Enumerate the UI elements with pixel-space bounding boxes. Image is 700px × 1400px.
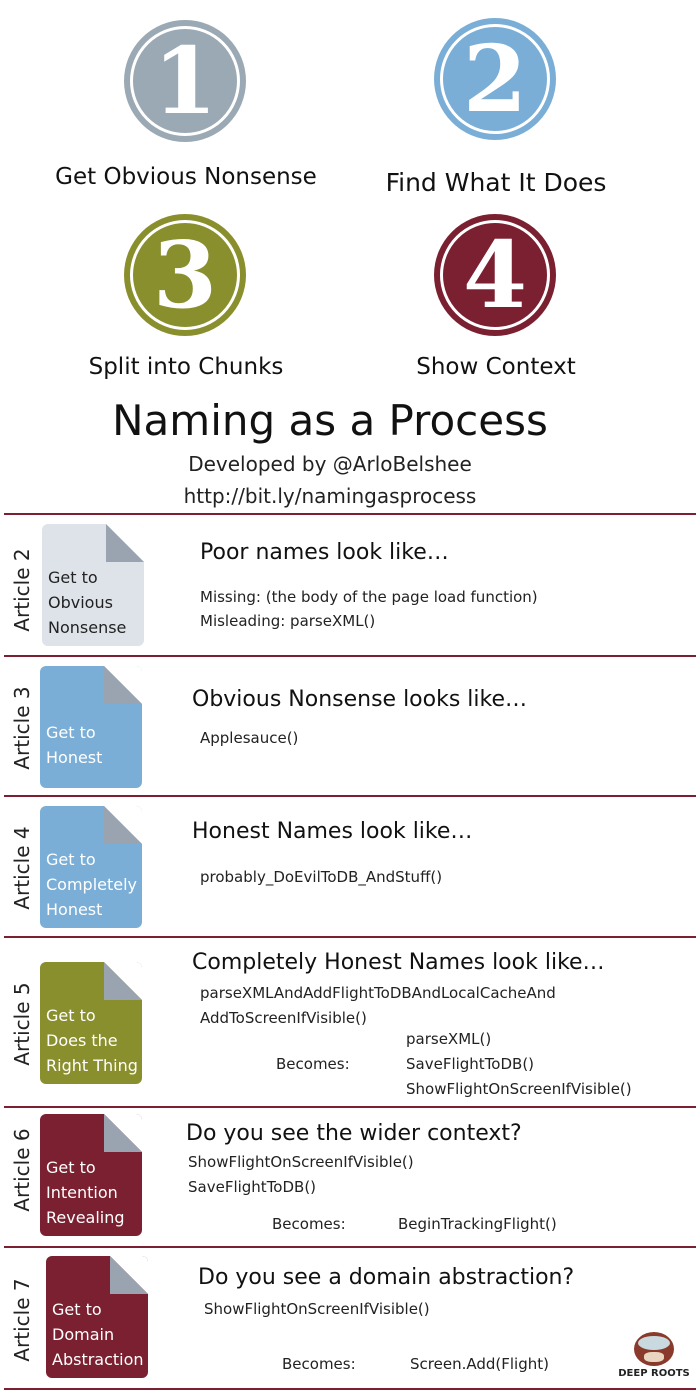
step-2-badge (434, 18, 556, 140)
article-2-line: Misleading: parseXML() (200, 612, 376, 630)
page-fold (104, 962, 142, 1000)
article-7-doc-text: Get to Domain Abstraction (52, 1300, 144, 1369)
article-2-doc-text: Get to Obvious Nonsense (48, 568, 127, 637)
article-4-heading: Honest Names look like… (192, 819, 473, 844)
article-5-result: SaveFlightToDB() (406, 1055, 535, 1073)
article-6-line: SaveFlightToDB() (188, 1178, 317, 1196)
page-fold (104, 1114, 142, 1152)
article-5-label: Article 5 (10, 982, 34, 1066)
divider (4, 655, 696, 657)
article-5-document-icon (40, 962, 142, 1084)
article-4-line: probably_DoEvilToDB_AndStuff() (200, 868, 443, 886)
divider (4, 513, 696, 515)
article-6-becomes: Becomes: (272, 1215, 346, 1233)
divider (4, 1106, 696, 1108)
article-7-becomes: Becomes: (282, 1355, 356, 1373)
article-6-label: Article 6 (10, 1128, 34, 1212)
article-7-label: Article 7 (10, 1278, 34, 1362)
article-5-line: AddToScreenIfVisible() (200, 1009, 367, 1027)
article-3-line: Applesauce() (200, 729, 299, 747)
article-5-heading: Completely Honest Names look like… (192, 950, 605, 975)
divider (4, 1388, 696, 1390)
article-5-result: ShowFlightOnScreenIfVisible() (406, 1080, 632, 1098)
article-4-label: Article 4 (10, 826, 34, 910)
step-4-number: 4 (462, 221, 527, 329)
step-4-badge (434, 214, 556, 336)
article-4-doc-text: Get to Completely Honest (46, 850, 138, 919)
step-3-badge (124, 214, 246, 336)
article-5-becomes: Becomes: (276, 1055, 350, 1073)
article-2-label: Article 2 (10, 548, 34, 632)
article-7-heading: Do you see a domain abstraction? (198, 1265, 575, 1290)
step-1-number: 1 (152, 27, 217, 135)
step-3-number: 3 (152, 221, 217, 329)
article-7-document-icon (46, 1256, 148, 1378)
article-4-document-icon (40, 806, 142, 928)
article-6-line: ShowFlightOnScreenIfVisible() (188, 1153, 414, 1171)
article-6-document-icon (40, 1114, 142, 1236)
logo-text: DEEP ROOTS (618, 1368, 690, 1379)
step-1-badge (124, 20, 246, 142)
deep-roots-logo-icon (634, 1332, 674, 1366)
article-3-document-icon (40, 666, 142, 788)
step-1-label: Get Obvious Nonsense (55, 164, 317, 190)
step-4-label: Show Context (416, 354, 576, 380)
url-link[interactable]: http://bit.ly/namingasprocess (183, 484, 477, 508)
divider (4, 795, 696, 797)
deep-roots-logo (614, 1332, 694, 1379)
article-6-doc-text: Get to Intention Revealing (46, 1158, 125, 1227)
page-title: Naming as a Process (112, 396, 548, 445)
step-3-label: Split into Chunks (88, 354, 284, 380)
article-5-doc-text: Get to Does the Right Thing (46, 1006, 138, 1075)
article-2-document-icon (42, 524, 144, 646)
article-7-result: Screen.Add(Flight) (410, 1355, 549, 1373)
divider (4, 1246, 696, 1248)
article-3-label: Article 3 (10, 686, 34, 770)
page-fold (110, 1256, 148, 1294)
article-2-line: Missing: (the body of the page load function) (200, 588, 538, 606)
article-2-heading: Poor names look like… (200, 540, 449, 565)
article-3-doc-text: Get to Honest (46, 723, 103, 767)
step-2-label: Find What It Does (385, 168, 607, 197)
article-6-result: BeginTrackingFlight() (398, 1215, 557, 1233)
article-5-line: parseXMLAndAddFlightToDBAndLocalCacheAnd (200, 984, 556, 1002)
divider (4, 936, 696, 938)
page-fold (104, 806, 142, 844)
page-fold (104, 666, 142, 704)
article-5-result: parseXML() (406, 1030, 492, 1048)
article-3-heading: Obvious Nonsense looks like… (192, 687, 528, 712)
step-2-number: 2 (462, 25, 527, 133)
developed-by: Developed by @ArloBelshee (188, 452, 472, 476)
article-6-heading: Do you see the wider context? (186, 1121, 522, 1146)
article-7-line: ShowFlightOnScreenIfVisible() (204, 1300, 430, 1318)
page-fold (106, 524, 144, 562)
